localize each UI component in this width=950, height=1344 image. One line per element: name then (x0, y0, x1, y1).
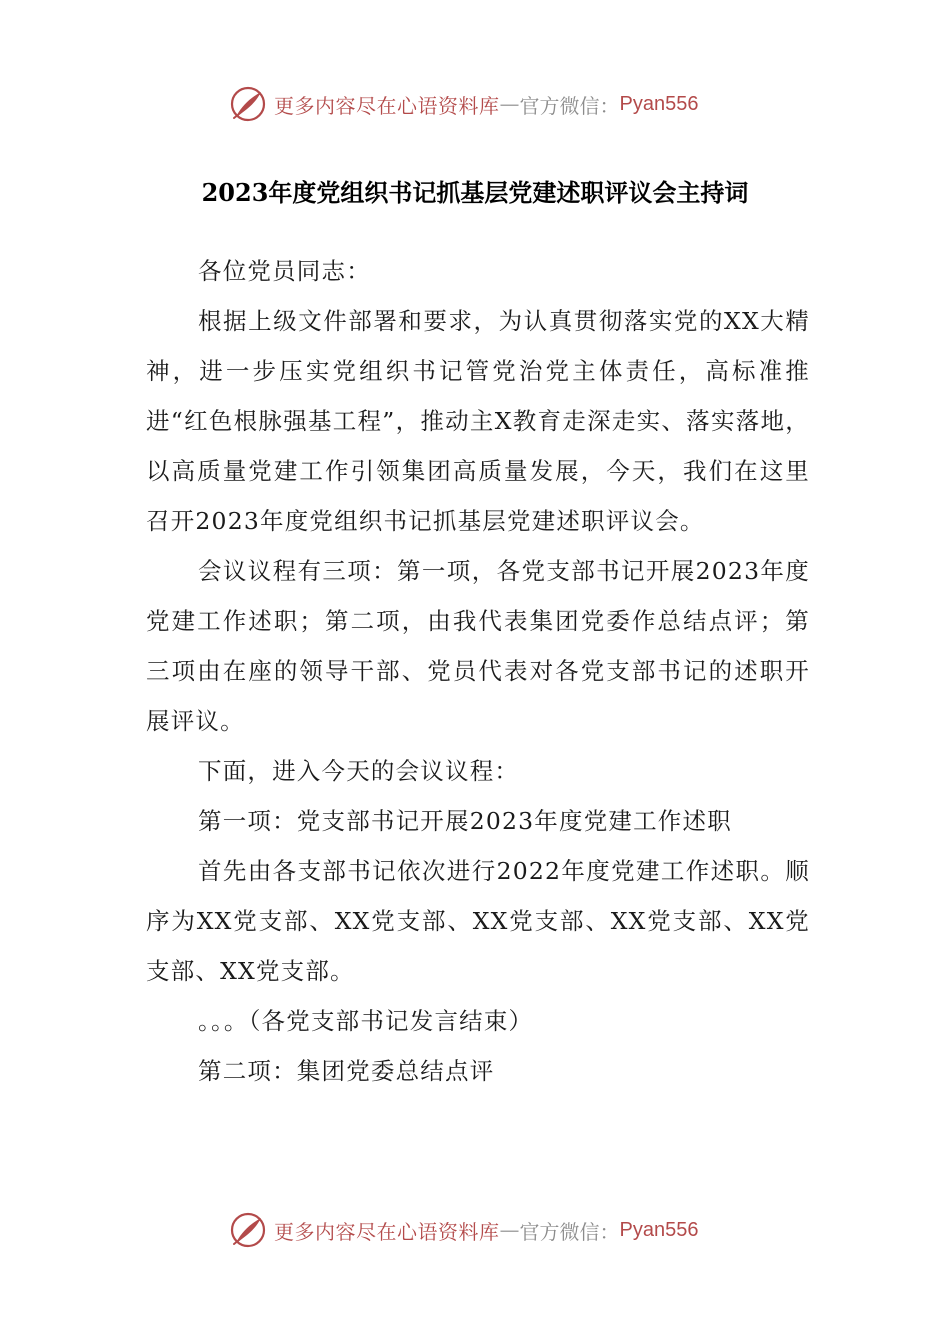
watermark-wechat-id: Pyan556 (619, 92, 699, 115)
document-title: 2023年度党组织书记抓基层党建述职评议会主持词 (201, 178, 749, 207)
paragraph-item-one-heading: 第一项：党支部书记开展2023年度党建工作述职 (198, 807, 732, 835)
header-watermark (228, 80, 698, 128)
paragraph-item-one-order: 首先由各支部书记依次进行2022年度党建工作述职。顺序为XX党支部、XX党支部、XX党支部、XX党支部、XX党支部、XX党支部。 (146, 857, 810, 985)
watermark-wechat-label: 官方微信： (519, 93, 620, 118)
watermark-wechat-label: 官方微信： (519, 1219, 620, 1244)
watermark-text: 更多内容尽在心语资料库 (274, 93, 500, 118)
footer-watermark (228, 1206, 698, 1254)
paragraph-item-two-heading: 第二项：集团党委总结点评 (198, 1057, 495, 1085)
quill-logo-icon (228, 84, 268, 124)
document-body (146, 246, 810, 1096)
watermark-wechat-id: Pyan556 (619, 1218, 699, 1241)
watermark-separator: — (499, 1218, 520, 1242)
paragraph-speeches-end: 。。。（各党支部书记发言结束） (198, 1007, 534, 1035)
paragraph-intro: 根据上级文件部署和要求，为认真贯彻落实党的XX大精神，进一步压实党组织书记管党治党主体责任，高标准推进“红色根脉强基工程”，推动主X教育走深走实、落实落地，以高质量党建工作引领集团高质量发展，今天，我们在这里召开2023年度党组织书记抓基层党建述职评议会。 (146, 307, 810, 535)
paragraph-agenda: 会议议程有三项：第一项，各党支部书记开展2023年度党建工作述职；第二项，由我代表集团党委作总结点评；第三项由在座的领导干部、党员代表对各党支部书记的述职开展评议。 (146, 557, 810, 735)
paragraph-transition: 下面，进入今天的会议议程： (198, 757, 520, 785)
quill-logo-icon (228, 1210, 268, 1250)
watermark-separator: — (499, 92, 520, 116)
watermark-text: 更多内容尽在心语资料库 (274, 1219, 500, 1244)
paragraph-salutation: 各位党员同志： (198, 257, 371, 285)
